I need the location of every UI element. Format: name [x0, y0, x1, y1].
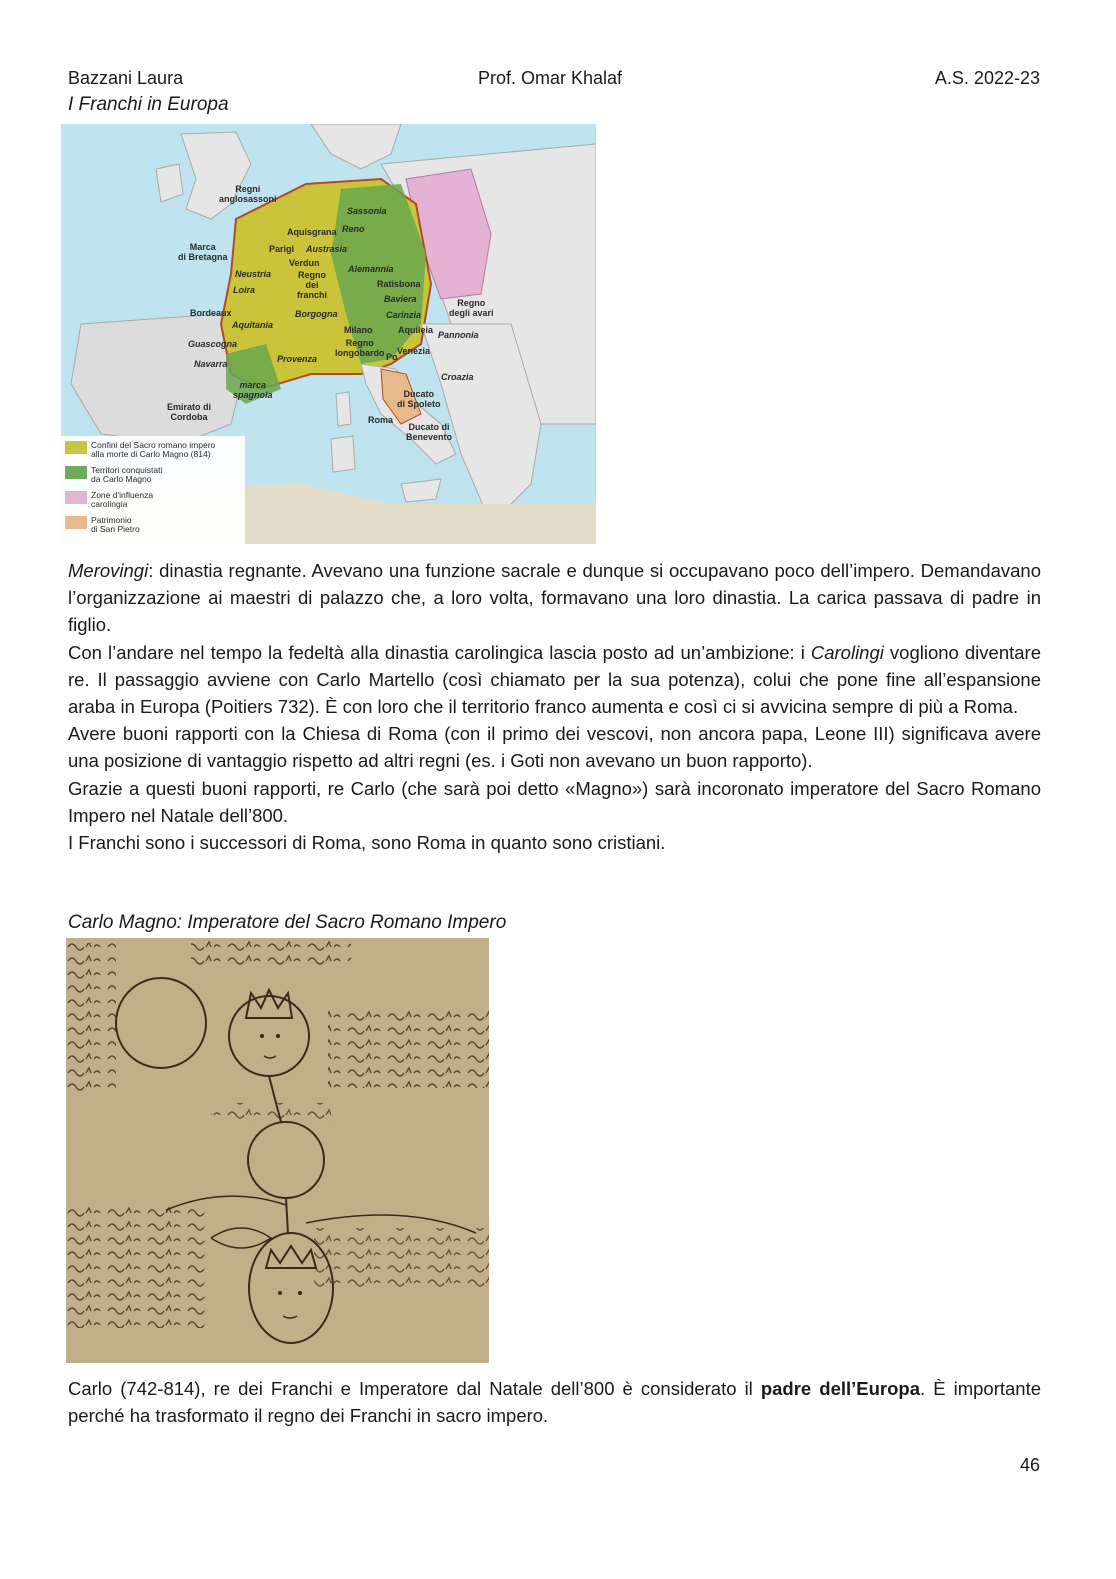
- map-label-loira: Loira: [233, 285, 256, 295]
- manuscript-illustration: [66, 938, 489, 1363]
- paragraph-padre-europa: Carlo (742-814), re dei Franchi e Imperatore dal Natale dell’800 è considerato il padre dell’Europa. È importante perché ha trasformato il regno dei Franchi in sacro impero.: [68, 1378, 1041, 1427]
- map-label-neustria: Neustria: [235, 269, 272, 279]
- map-label-borgogna: Borgogna: [295, 309, 338, 319]
- section-title: I Franchi in Europa: [68, 94, 229, 115]
- legend-swatch: [65, 466, 87, 479]
- map-legend: [61, 436, 245, 544]
- body-text-carlo-magno: [68, 1375, 1041, 1429]
- map-label-aquitania: Aquitania: [232, 320, 274, 330]
- paragraph-carolingi: Con l’andare nel tempo la fedeltà alla dinastia carolingica lascia posto ad un’ambizione: i Carolingi vogliono diventare re. Il passaggio avviene con Carlo Martello (così chiamato per la sua potenza), colui che pone fine all’espansione araba in Europa (Poitiers 732). È con loro che il territorio franco aumenta e così ci si avvicina sempre di più a Roma.: [68, 641, 1041, 718]
- map-label-venezia: Venezia: [397, 346, 431, 356]
- map-label-baviera: Baviera: [384, 294, 417, 304]
- legend-swatch: [65, 491, 87, 504]
- map-label-navarra: Navarra: [194, 359, 228, 369]
- map-label-guascogna: Guascogna: [188, 339, 238, 349]
- map-label-parigi: Parigi: [269, 244, 295, 254]
- paragraph-merovingi: Merovingi: dinastia regnante. Avevano una funzione sacrale e dunque si occupavano poco dell’impero. Demandavano l’organizzazione ai maestri di palazzo che, a loro volta, formavano una loro dinastia. La carica passava di padre in figlio.: [68, 560, 1041, 636]
- legend-item: Patrimonio di San Pietro: [65, 516, 241, 534]
- map-label-regno-franchi: Regno dei franchi: [297, 270, 328, 300]
- legend-item: Territori conquistati da Carlo Magno: [65, 466, 241, 484]
- map-label-milano: Milano: [344, 325, 373, 335]
- map-label-ratisbona: Ratisbona: [377, 279, 421, 289]
- header-school-year: A.S. 2022-23: [934, 68, 1040, 88]
- map-label-regno-longobardo: Regno longobardo: [335, 338, 385, 358]
- map-label-regno-avari: Regno degli avari: [449, 298, 494, 318]
- paragraph-chiesa: Avere buoni rapporti con la Chiesa di Roma (con il primo dei vescovi, non ancora papa, Leone III) significava avere una posizione di vantaggio rispetto ad altri regni (es. i Goti non avevano un buon rapporto).: [68, 723, 1041, 772]
- map-label-roma: Roma: [368, 415, 394, 425]
- map-label-carinzia: Carinzia: [386, 310, 422, 320]
- manuscript-drawing: [66, 938, 489, 1363]
- map-frankish-empire: [61, 124, 596, 544]
- map-label-pannonia: Pannonia: [438, 330, 479, 340]
- map-label-austrasia: Austrasia: [306, 244, 348, 254]
- map-label-croazia: Croazia: [441, 372, 474, 382]
- map-label-ducato-spoleto: Ducato di Spoleto: [397, 389, 441, 409]
- map-label-bordeaux: Bordeaux: [190, 308, 232, 318]
- map-label-reno: Reno: [342, 224, 365, 234]
- body-text-merovingi-carolingi: [68, 557, 1041, 856]
- legend-swatch: [65, 516, 87, 529]
- map-label-marca-spagnola: marca spagnola: [233, 380, 273, 400]
- subsection-title: Carlo Magno: Imperatore del Sacro Romano Impero: [68, 912, 507, 933]
- map-label-regni-anglosassoni: Regni anglosassoni: [219, 184, 277, 204]
- map-label-ducato-benevento: Ducato di Benevento: [406, 422, 453, 442]
- header-author: Bazzani Laura: [68, 68, 184, 88]
- paragraph-incoronazione: Grazie a questi buoni rapporti, re Carlo (che sarà poi detto «Magno») sarà incoronato imperatore del Sacro Romano Impero nel Natale dell’800.: [68, 777, 1041, 826]
- map-label-sassonia: Sassonia: [347, 206, 387, 216]
- map-label-aquileia: Aquileia: [398, 325, 434, 335]
- map-label-alemannia: Alemannia: [348, 264, 394, 274]
- legend-item: Zone d'influenza carolingia: [65, 491, 241, 509]
- map-label-aquisgrana: Aquisgrana: [287, 227, 337, 237]
- map-label-emirato-cordoba: Emirato di Cordoba: [167, 402, 212, 422]
- header-professor: Prof. Omar Khalaf: [478, 68, 623, 88]
- legend-item: Confini del Sacro romano impero alla morte di Carlo Magno (814): [65, 441, 241, 459]
- page-number: 46: [1019, 1455, 1040, 1475]
- map-label-marca-bretagna: Marca di Bretagna: [178, 242, 228, 262]
- paragraph-successori: I Franchi sono i successori di Roma, sono Roma in quanto sono cristiani.: [68, 832, 666, 854]
- legend-swatch: [65, 441, 87, 454]
- map-label-provenza: Provenza: [277, 354, 318, 364]
- map-label-verdun: Verdun: [289, 258, 320, 268]
- map-label-po: Po: [386, 352, 398, 362]
